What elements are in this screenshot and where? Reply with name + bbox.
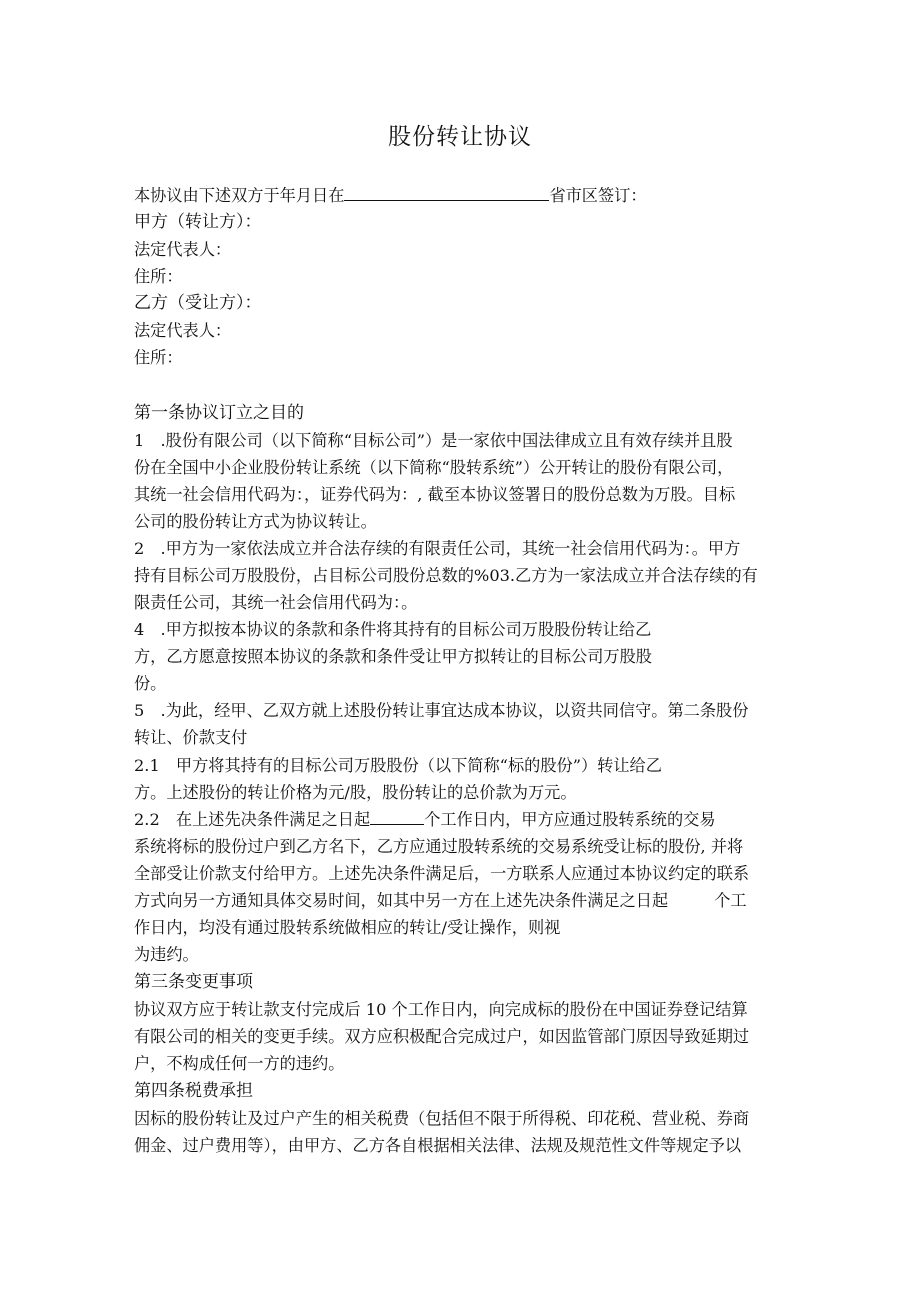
article1-line: 4 .甲方拟按本协议的条款和条件将其持有的目标公司万股股份转让给乙 bbox=[134, 620, 652, 639]
party-b-address: 住所： bbox=[134, 348, 183, 367]
article3-line: 协议双方应于转让款支付完成后 10 个工作日内，向完成标的股份在中国证券登记结算 bbox=[134, 1000, 748, 1019]
article1-line: 份。 bbox=[134, 674, 167, 693]
party-a-rep: 法定代表人： bbox=[134, 240, 232, 259]
clause22-prefix: 2.2 在上述先决条件满足之日起 bbox=[134, 810, 371, 829]
clause22-line: 系统将标的股份过户到乙方名下，乙方应通过股转系统的交易系统受让标的股份, 并将 bbox=[134, 837, 744, 856]
article3-line: 户，不构成任何一方的违约。 bbox=[134, 1054, 345, 1073]
party-b-rep: 法定代表人： bbox=[134, 321, 232, 340]
document-title: 股份转让协议 bbox=[388, 124, 532, 150]
clause22-suffix: 个工作日内，甲方应通过股转系统的交易 bbox=[424, 810, 716, 829]
article1-line: 其统一社会信用代码为：，证券代码为：, 截至本协议签署日的股份总数为万股。目标 bbox=[134, 485, 736, 504]
article1-line: 持有目标公司万股股份，占目标公司股份总数的%03.乙方为一家法成立并合法存续的有 bbox=[134, 566, 758, 585]
article1-line: 份在全国中小企业股份转让系统（以下简称“股转系统”）公开转让的股份有限公司， bbox=[134, 458, 734, 477]
article1-heading: 第一条协议订立之目的 bbox=[134, 403, 304, 423]
article1-line: 2 .甲方为一家依法成立并合法存续的有限责任公司，其统一社会信用代码为：。甲方 bbox=[134, 539, 741, 558]
article1-line: 限责任公司，其统一社会信用代码为：。 bbox=[134, 593, 418, 612]
clause22-gap-prefix: 方式向另一方通知具体交易时间，如其中另一方在上述先决条件满足之日起 bbox=[134, 891, 669, 910]
clause22-line bbox=[134, 888, 747, 914]
clause22-gap-suffix: 个工 bbox=[714, 891, 747, 910]
article1-line: 5 .为此，经甲、乙双方就上述股份转让事宜达成本协议，以资共同信守。第二条股份 bbox=[134, 701, 749, 720]
article3-line: 有限公司的相关的变更手续。双方应积极配合完成过户，如因监管部门原因导致延期过 bbox=[134, 1027, 750, 1046]
clause22-line: 全部受让价款支付给甲方。上述先决条件满足后，一方联系人应通过本协议约定的联系 bbox=[134, 864, 750, 883]
article1-line: 1 .股份有限公司（以下简称“目标公司”）是一家依中国法律成立且有效存续并且股 bbox=[134, 431, 733, 450]
article4-line: 因标的股份转让及过户产生的相关税费（包括但不限于所得税、印花税、营业税、券商 bbox=[134, 1109, 750, 1128]
article1-line: 方，乙方愿意按照本协议的条款和条件受让甲方拟转让的目标公司万股股 bbox=[134, 647, 652, 666]
place-blank bbox=[344, 184, 549, 201]
article2-line: 2.1 甲方将其持有的目标公司万股股份（以下简称“标的股份”）转让给乙 bbox=[134, 756, 662, 775]
intro-text: 本协议由下述双方于年月日在 bbox=[134, 186, 345, 205]
article2-line: 方。上述股份的转让价格为元/股，股份转让的总价款为万元。 bbox=[134, 783, 577, 802]
party-a-address: 住所： bbox=[134, 267, 183, 286]
clause22-line: 为违约。 bbox=[134, 945, 199, 964]
party-b-label: 乙方（受让方）： bbox=[134, 293, 262, 313]
article4-heading: 第四条税费承担 bbox=[134, 1081, 253, 1101]
article4-line: 佣金、过户费用等），由甲方、乙方各自根据相关法律、法规及规范性文件等规定予以 bbox=[134, 1136, 742, 1155]
intro-line bbox=[134, 183, 647, 209]
article2-heading-cont: 转让、价款支付 bbox=[134, 728, 248, 747]
clause22-line bbox=[134, 807, 716, 833]
clause22-line: 作日内，均没有通过股转系统做相应的转让/受让操作，则视 bbox=[134, 918, 561, 937]
workday-blank bbox=[370, 808, 424, 825]
intro-suffix: 省市区签订： bbox=[549, 186, 647, 205]
article3-heading: 第三条变更事项 bbox=[134, 972, 253, 992]
party-a-label: 甲方（转让方）： bbox=[134, 212, 262, 232]
article1-line: 公司的股份转让方式为协议转让。 bbox=[134, 512, 377, 531]
